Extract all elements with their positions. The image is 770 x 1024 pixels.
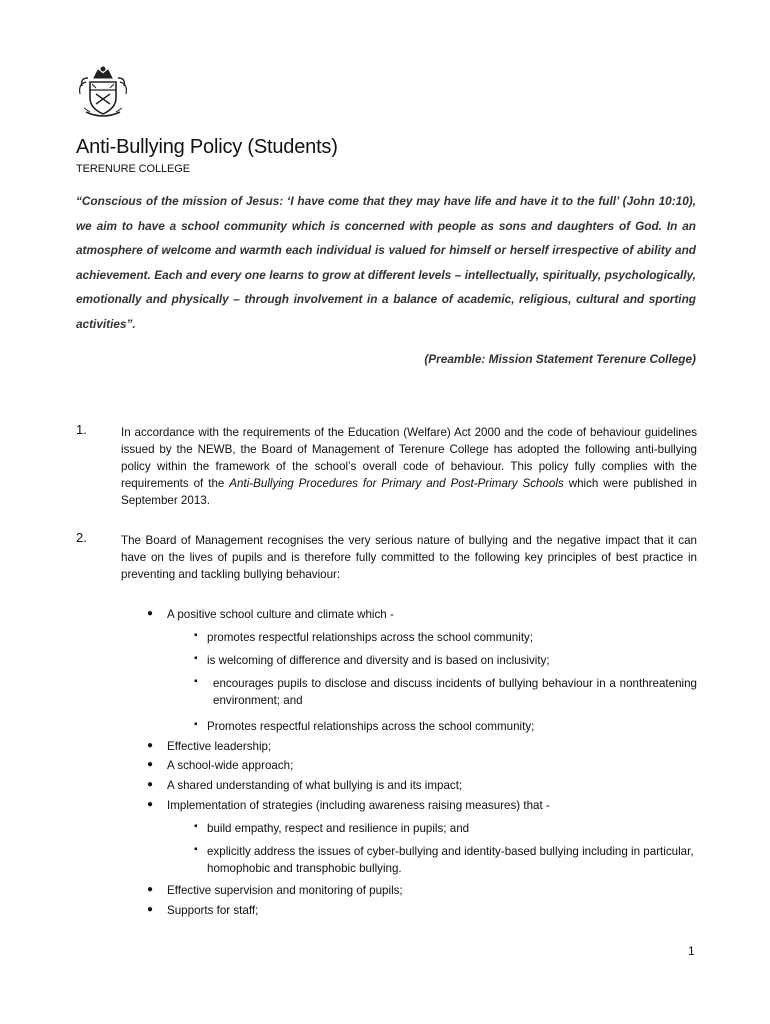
bullet-icon: ● xyxy=(147,884,154,895)
school-crest-icon xyxy=(76,64,130,120)
section-number: 2. xyxy=(76,530,87,545)
section-text: The Board of Management recognises the very serious nature of bullying and the negative impact that it can have on the lives of pupils and is therefore fully committed to the following key principles of best practice in preventing and tackling bullying behaviour: xyxy=(121,534,697,581)
list-item: ● A positive school culture and climate which - xyxy=(167,606,394,623)
list-item: ▪ build empathy, respect and resilience in pupils; and xyxy=(207,820,469,837)
bullet-icon: ▪ xyxy=(194,653,198,664)
list-item: ● Supports for staff; xyxy=(167,902,258,919)
quote-source: (Preamble: Mission Statement Terenure College) xyxy=(424,352,696,366)
bullet-icon: ● xyxy=(147,904,154,915)
section-text: In accordance with the requirements of the Education (Welfare) Act 2000 and the code of behaviour guidelines issued by the NEWB, the Board of Management of Terenure College has adopted the following anti-bullying policy within the framework of the school’s overall code of behaviour. This policy fully complies with the requirements of the Anti-Bullying Procedures for Primary and Post-Primary Schools which were published in September 2013. xyxy=(121,426,697,507)
list-item: ● Implementation of strategies (including awareness raising measures) that - xyxy=(167,797,550,814)
page-title: Anti-Bullying Policy (Students) xyxy=(76,136,338,158)
bullet-icon: ● xyxy=(147,799,154,810)
bullet-icon: ● xyxy=(147,779,154,790)
list-item: ● A shared understanding of what bullying is and its impact; xyxy=(167,777,462,794)
list-item: ● Effective supervision and monitoring of pupils; xyxy=(167,882,403,899)
list-item: ▪ Promotes respectful relationships across the school community; xyxy=(207,718,534,735)
bullet-icon: ▪ xyxy=(194,630,198,641)
institution-name: TERENURE COLLEGE xyxy=(76,163,190,175)
list-item: ▪ promotes respectful relationships across the school community; xyxy=(207,629,533,646)
list-item: ▪ is welcoming of difference and diversity and is based on inclusivity; xyxy=(207,652,550,669)
list-item: ▪ encourages pupils to disclose and discuss incidents of bullying behaviour in a nonthreatening environment; and xyxy=(207,675,697,709)
section-2 xyxy=(76,532,697,583)
bullet-icon: ● xyxy=(147,608,154,619)
mission-quote: “Conscious of the mission of Jesus: ‘I have come that they may have life and have it to the full’ (John 10:10), we aim to have a school community which is concerned with people as sons and daughters of God. In an atmosphere of welcome and warmth each individual is valued for himself or herself irrespective of ability and achievement. Each and every one learns to grow at different levels – intellectually, spiritually, psychologically, emotionally and physically – through involvement in a balance of academic, religious, cultural and sporting activities”. xyxy=(76,194,696,331)
page-number: 1 xyxy=(688,944,695,958)
bullet-icon: ▪ xyxy=(194,844,198,855)
bullet-icon: ● xyxy=(147,740,154,751)
bullet-icon: ▪ xyxy=(194,821,198,832)
list-item: ▪ explicitly address the issues of cyber-bullying and identity-based bullying including in particular, homophobic and transphobic bullying. xyxy=(207,843,697,877)
section-1 xyxy=(76,424,697,509)
list-item: ● A school-wide approach; xyxy=(167,757,293,774)
list-item: ● Effective leadership; xyxy=(167,738,271,755)
bullet-icon: ● xyxy=(147,759,154,770)
section-number: 1. xyxy=(76,422,87,437)
bullet-icon: ▪ xyxy=(194,719,198,730)
bullet-icon: ▪ xyxy=(194,676,198,687)
